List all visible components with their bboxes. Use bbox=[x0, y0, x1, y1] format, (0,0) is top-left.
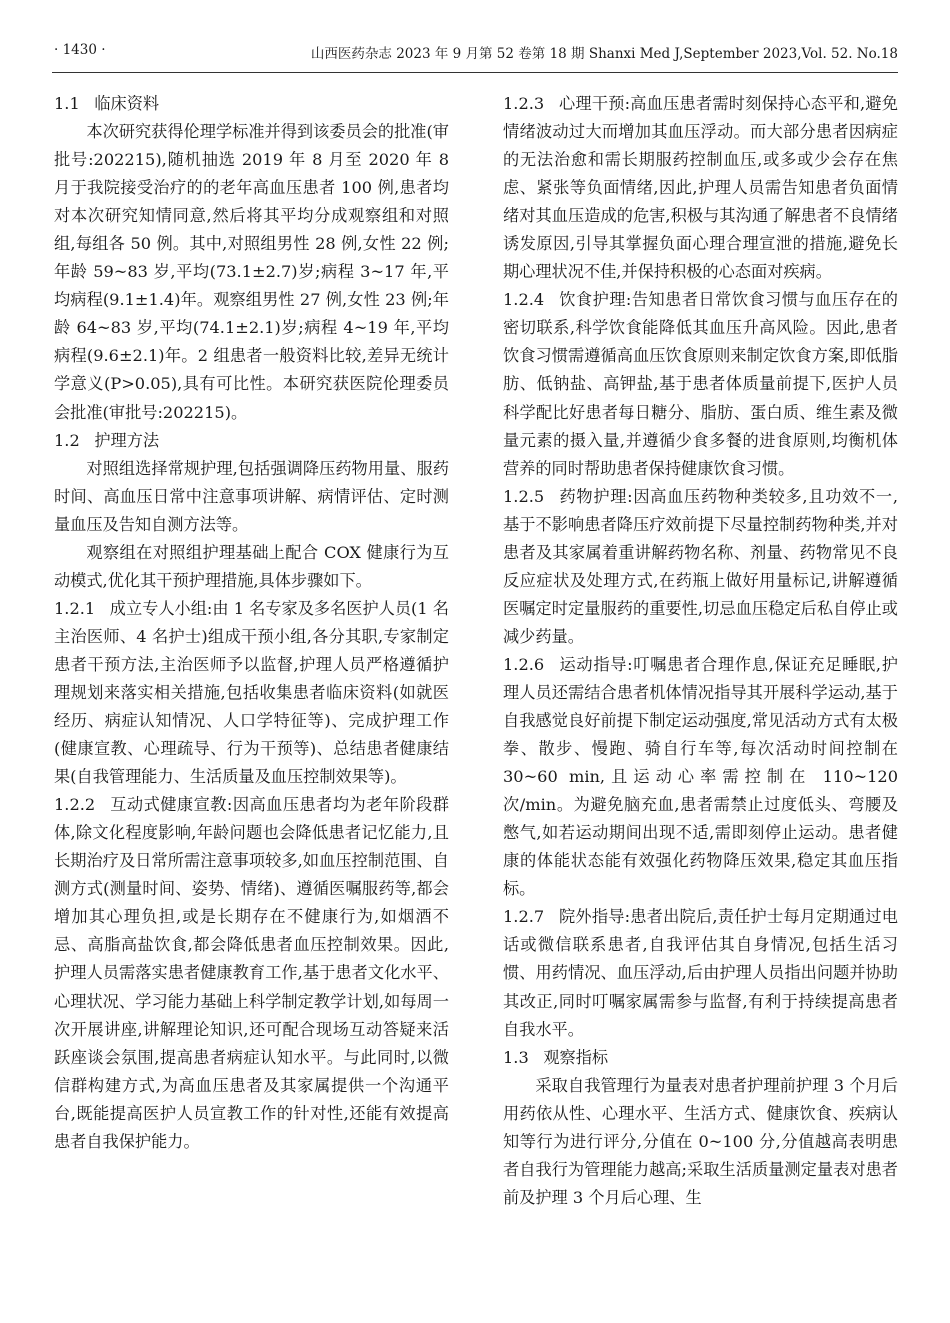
subsection-paragraph bbox=[54, 595, 449, 791]
paragraph-text: 院外指导:患者出院后,责任护士每月定期通过电话或微信联系患者,自我评估其自身情况,包括生活习惯、用药情况、血压浮动,后由护理人员指出问题并协助其改正,同时叮嘱家属需参与监督,有利于持续提高患者自我水平。 bbox=[503, 907, 898, 1039]
subsection-paragraph bbox=[503, 483, 898, 651]
subsection-paragraph bbox=[503, 90, 898, 286]
section-heading bbox=[54, 90, 449, 118]
subsection-paragraph bbox=[503, 903, 898, 1043]
subsection-number: 1.2.4 bbox=[503, 290, 545, 310]
section-title: 护理方法 bbox=[94, 430, 160, 450]
journal-citation: 山西医药杂志 2023 年 9 月第 52 卷第 18 期 Shanxi Med J,September 2023,Vol. 52. No.18 bbox=[310, 46, 898, 62]
right-column bbox=[503, 90, 898, 1212]
body-paragraph: 对照组选择常规护理,包括强调降压药物用量、服药时间、高血压日常中注意事项讲解、病情评估、定时测量血压及告知自测方法等。 bbox=[54, 458, 449, 534]
subsection-number: 1.2.7 bbox=[503, 907, 545, 927]
subsection-number: 1.2.3 bbox=[503, 94, 545, 113]
page-number: · 1430 · bbox=[54, 42, 106, 58]
section-heading bbox=[54, 427, 449, 455]
section-title: 观察指标 bbox=[543, 1047, 609, 1067]
section-title: 临床资料 bbox=[94, 94, 160, 113]
header-rule bbox=[52, 72, 898, 73]
subsection-number: 1.2.5 bbox=[503, 486, 545, 506]
paragraph-text: 饮食护理:告知患者日常饮食习惯与血压存在的密切联系,科学饮食能降低其血压升高风险。因此,患者饮食习惯需遵循高血压饮食原则来制定饮食方案,即低脂肪、低钠盐、高钾盐,基于患者体质量前提下,医护人员科学配比好患者每日糖分、脂肪、蛋白质、维生素及微量元素的摄入量,并遵循少食多餐的进食原则,均衡机体营养的同时帮助患者保持健康饮食习惯。 bbox=[503, 290, 898, 478]
paragraph-text: 心理干预:高血压患者需时刻保持心态平和,避免情绪波动过大而增加其血压浮动。而大部分患者因病症的无法治愈和需长期服药控制血压,或多或少会存在焦虑、紧张等负面情绪,因此,护理人员需告知患者负面情绪对其血压造成的危害,积极与其沟通了解患者不良情绪诱发原因,引导其掌握负面心理合理宣泄的措施,避免长期心理状况不佳,并保持积极的心态面对疾病。 bbox=[503, 94, 898, 282]
running-header bbox=[54, 42, 898, 66]
paragraph-text: 药物护理:因高血压药物种类较多,且功效不一,基于不影响患者降压疗效前提下尽量控制药物种类,并对患者及其家属着重讲解药物名称、剂量、药物常见不良反应症状及处理方式,在药瓶上做好用量标记,讲解遵循医嘱定时定量服药的重要性,切忌血压稳定后私自停止或减少药量。 bbox=[503, 486, 898, 646]
section-number: 1.1 bbox=[54, 94, 80, 113]
paragraph-text: 运动指导:叮嘱患者合理作息,保证充足睡眠,护理人员还需结合患者机体情况指导其开展科学运动,基于自我感觉良好前提下制定运动强度,常见活动方式有太极拳、散步、慢跑、骑自行车等,每次活动时间控制在 30~60 min,且运动心率需控制在 110~120 次/min。为避免脑充血,患者需禁止过度低头、弯腰及憋气,如若运动期间出现不适,需即刻停止运动。患者健康的体能状态能有效强化药物降压效果,稳定其血压指标。 bbox=[503, 654, 898, 899]
paragraph-text: 互动式健康宣教:因高血压患者均为老年阶段群体,除文化程度影响,年龄问题也会降低患者记忆能力,且长期治疗及日常所需注意事项较多,如血压控制范围、自测方式(测量时间、姿势、情绪)、遵循医嘱服药等,都会增加其心理负担,或是长期存在不健康行为,如烟酒不忌、高脂高盐饮食,都会降低患者血压控制效果。因此,护理人员需落实患者健康教育工作,基于患者文化水平、心理状况、学习能力基础上科学制定教学计划,如每周一次开展讲座,讲解理论知识,还可配合现场互动答疑来活跃座谈会氛围,提高患者病症认知水平。与此同时,以微信群构建方式,为高血压患者及其家属提供一个沟通平台,既能提高医护人员宣教工作的针对性,还能有效提高患者自我保护能力。 bbox=[54, 795, 449, 1151]
section-number: 1.3 bbox=[503, 1047, 529, 1067]
section-heading bbox=[503, 1044, 898, 1072]
body-paragraph: 观察组在对照组护理基础上配合 COX 健康行为互动模式,优化其干预护理措施,具体步骤如下。 bbox=[54, 542, 449, 590]
subsection-number: 1.2.2 bbox=[54, 795, 96, 815]
subsection-number: 1.2.6 bbox=[503, 654, 545, 674]
subsection-number: 1.2.1 bbox=[54, 598, 96, 618]
subsection-paragraph bbox=[503, 286, 898, 482]
section-number: 1.2 bbox=[54, 430, 80, 450]
subsection-paragraph bbox=[503, 651, 898, 903]
body-paragraph: 本次研究获得伦理学标准并得到该委员会的批准(审批号:202215),随机抽选 2019 年 8 月至 2020 年 8 月于我院接受治疗的的老年高血压患者 100 例,患者均对本次研究知情同意,然后将其平均分成观察组和对照组,每组各 50 例。其中,对照组男性 28 例,女性 22 例;年龄 59~83 岁,平均(73.1±2.7)岁;病程 3~17 年,平均病程(9.1±1.4)年。观察组男性 27 例,女性 23 例;年龄 64~83 岁,平均(74.1±2.1)岁;病程 4~19 年,平均病程(9.6±2.1)年。2 组患者一般资料比较,差异无统计学意义(P>0.05),具有可比性。本研究获医院伦理委员会批准(审批号:202215)。 bbox=[54, 122, 449, 422]
subsection-paragraph bbox=[54, 791, 449, 1156]
paragraph-text: 成立专人小组:由 1 名专家及多名医护人员(1 名主治医师、4 名护士)组成干预小组,各分其职,专家制定患者干预方法,主治医师予以监督,护理人员严格遵循护理规划来落实相关措施,包括收集患者临床资料(如就医经历、病症认知情况、人口学特征等)、完成护理工作(健康宣教、心理疏导、行为干预等)、总结患者健康结果(自我管理能力、生活质量及血压控制效果等)。 bbox=[54, 598, 449, 787]
body-paragraph: 采取自我管理行为量表对患者护理前护理 3 个月后用药依从性、心理水平、生活方式、健康饮食、疾病认知等行为进行评分,分值在 0~100 分,分值越高表明患者自我行为管理能力越高;采取生活质量测定量表对患者前及护理 3 个月后心理、生 bbox=[503, 1075, 898, 1207]
left-column bbox=[54, 90, 449, 1156]
